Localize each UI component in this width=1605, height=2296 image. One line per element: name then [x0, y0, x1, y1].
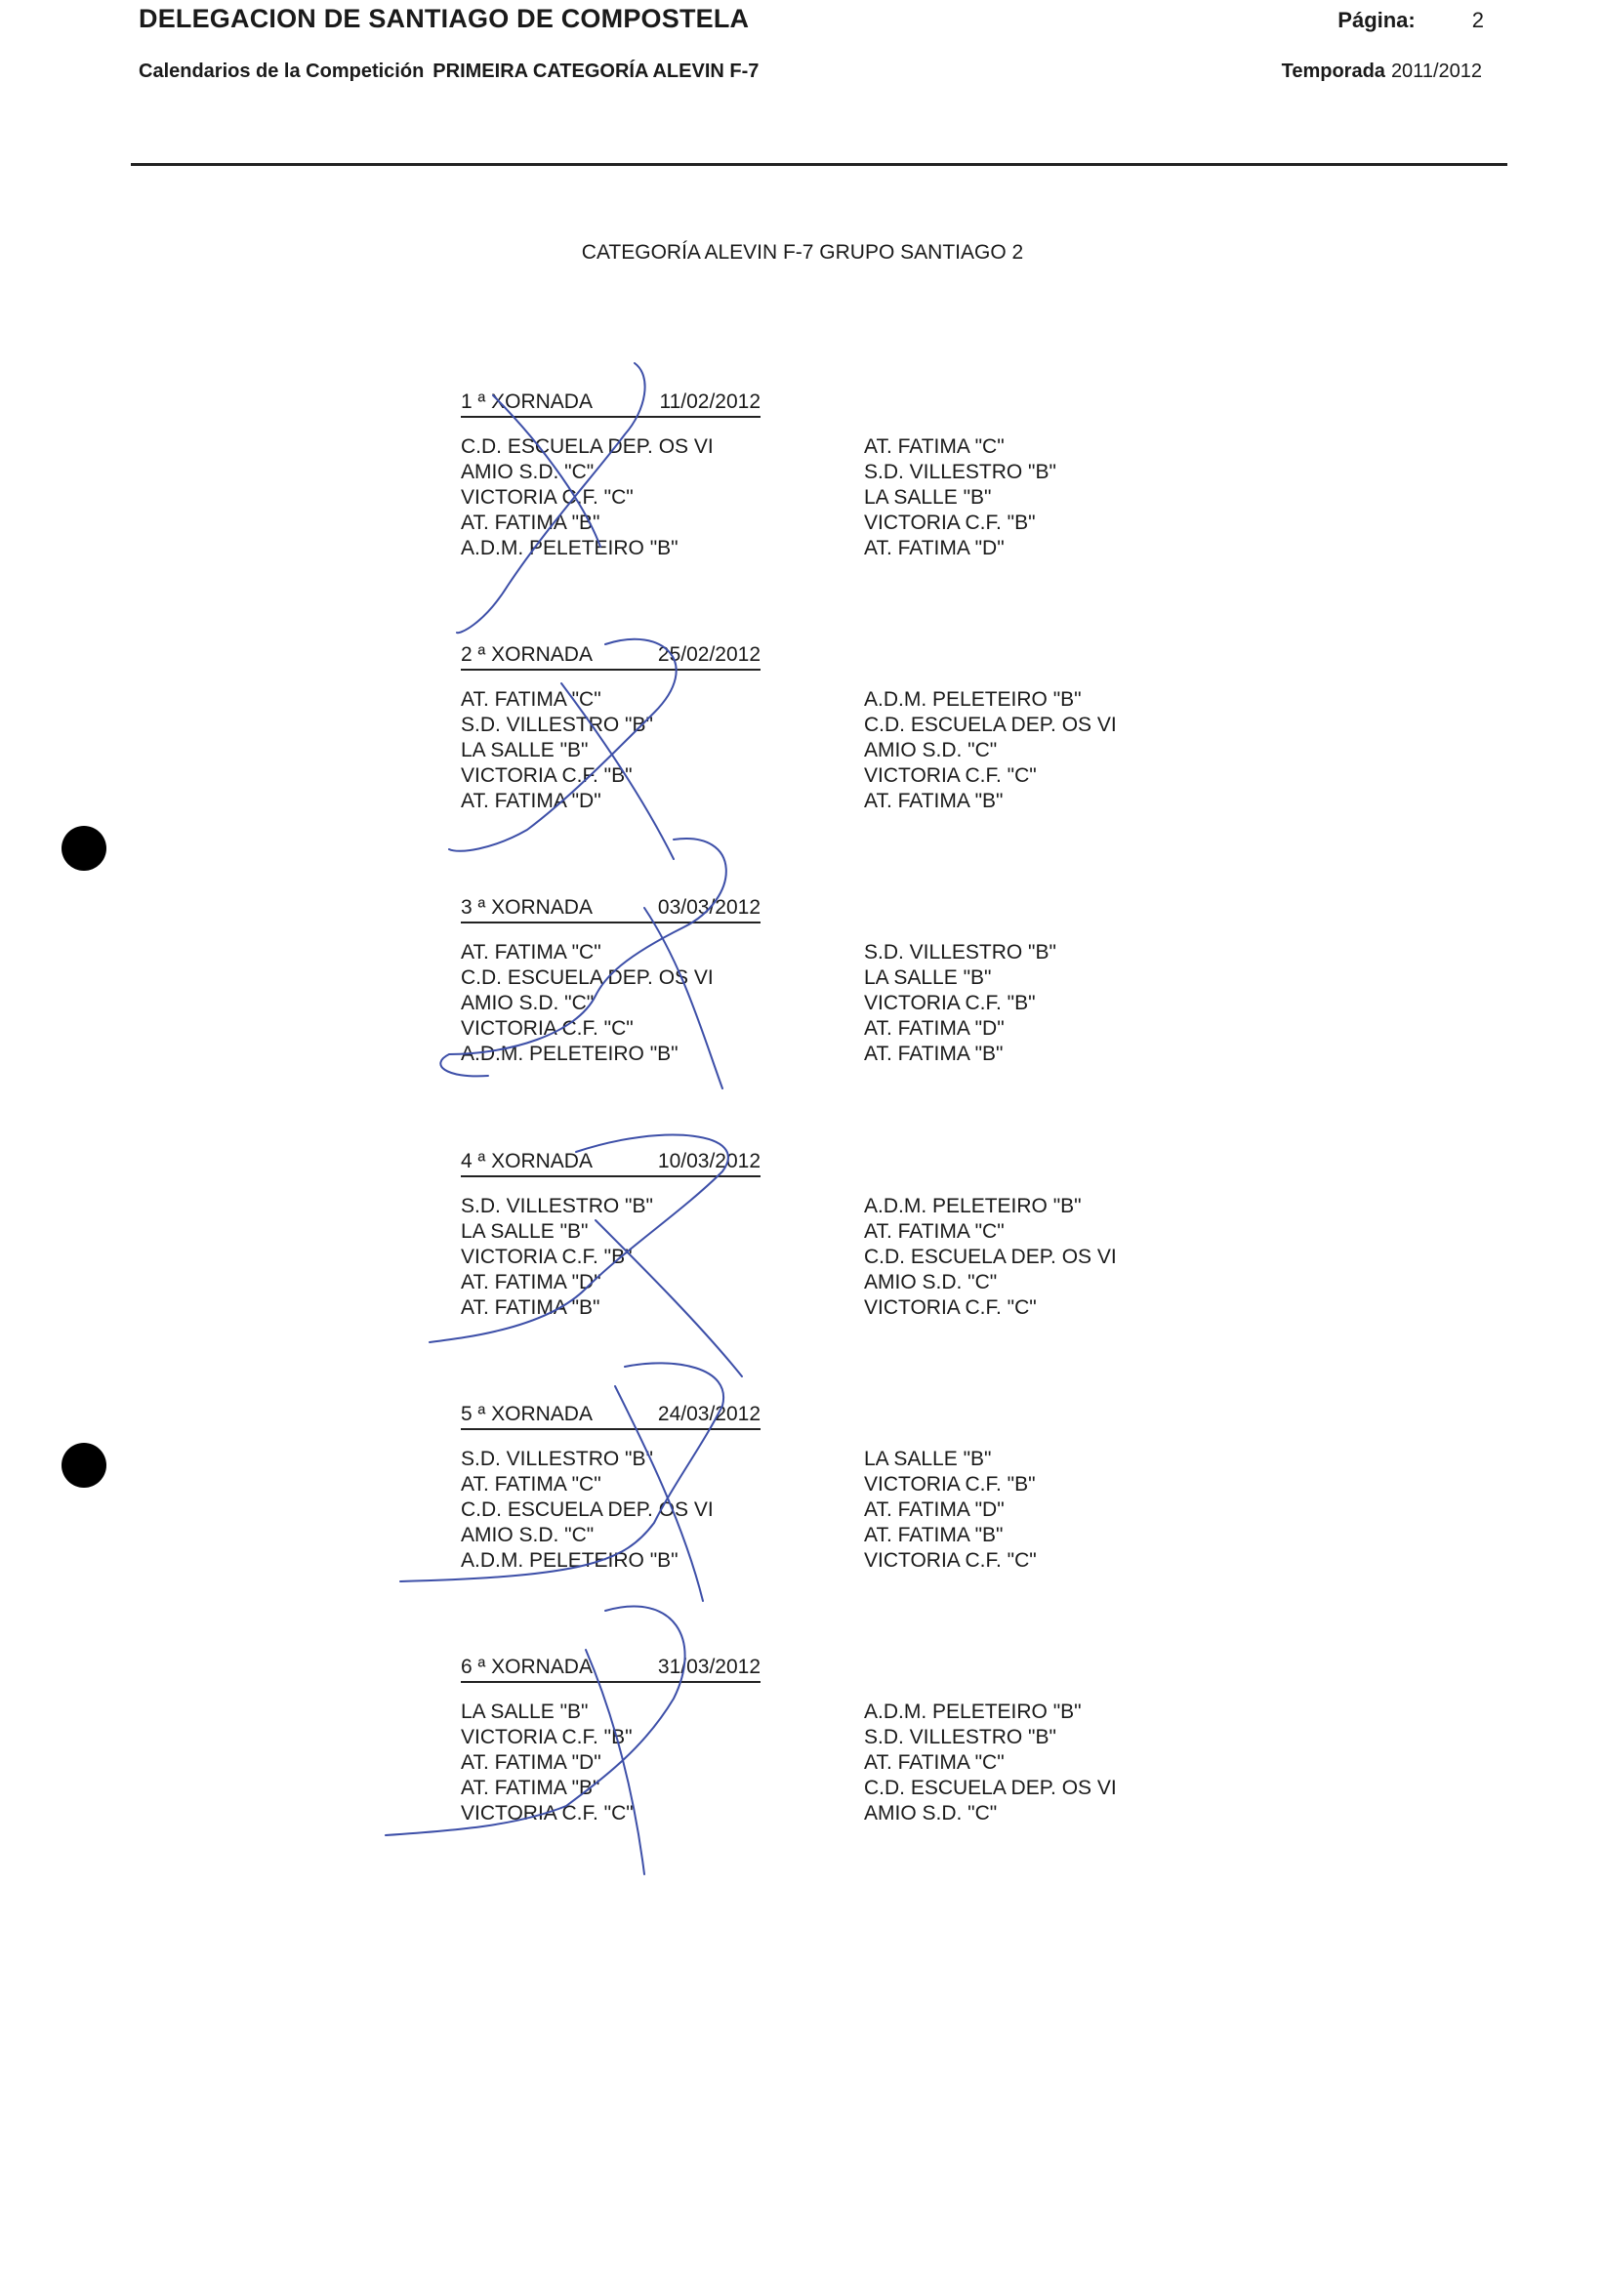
home-team: VICTORIA C.F. "C" — [461, 486, 634, 509]
away-team: C.D. ESCUELA DEP. OS VI — [864, 1246, 1117, 1268]
away-team: A.D.M. PELETEIRO "B" — [864, 1195, 1082, 1217]
away-team: LA SALLE "B" — [864, 1448, 992, 1470]
match-row — [461, 536, 1203, 561]
away-team: AMIO S.D. "C" — [864, 1802, 998, 1824]
match-row — [461, 511, 1203, 536]
round-header — [461, 643, 761, 671]
match-list — [461, 1447, 1203, 1574]
competition-subtitle — [139, 61, 759, 83]
home-team: A.D.M. PELETEIRO "B" — [461, 1043, 679, 1065]
away-team: VICTORIA C.F. "C" — [864, 764, 1037, 787]
match-row — [461, 1016, 1203, 1042]
match-row — [461, 1219, 1203, 1245]
match-row — [461, 1700, 1203, 1725]
home-team: AT. FATIMA "B" — [461, 512, 600, 534]
match-row — [461, 1750, 1203, 1776]
home-team: VICTORIA C.F. "B" — [461, 764, 633, 787]
match-row — [461, 1042, 1203, 1067]
match-row — [461, 1548, 1203, 1574]
away-team: VICTORIA C.F. "B" — [864, 1473, 1036, 1496]
match-row — [461, 1447, 1203, 1472]
away-team: S.D. VILLESTRO "B" — [864, 1726, 1056, 1748]
match-row — [461, 485, 1203, 511]
round-header — [461, 390, 761, 418]
page-number: 2 — [1471, 8, 1484, 32]
home-team: AMIO S.D. "C" — [461, 1524, 595, 1546]
home-team: AT. FATIMA "B" — [461, 1296, 600, 1319]
round-date: 03/03/2012 — [657, 896, 761, 919]
match-row — [461, 1194, 1203, 1219]
away-team: S.D. VILLESTRO "B" — [864, 941, 1056, 964]
away-team: AT. FATIMA "C" — [864, 1751, 1005, 1774]
round-block — [461, 643, 1203, 814]
away-team: AT. FATIMA "C" — [864, 435, 1005, 458]
away-team: VICTORIA C.F. "B" — [864, 512, 1036, 534]
home-team: AMIO S.D. "C" — [461, 992, 595, 1014]
away-team: AT. FATIMA "B" — [864, 1524, 1004, 1546]
away-team: AT. FATIMA "C" — [864, 1220, 1005, 1243]
match-row — [461, 763, 1203, 789]
match-list — [461, 1700, 1203, 1826]
away-team: AT. FATIMA "D" — [864, 1498, 1005, 1521]
round-label: 2 ª XORNADA — [461, 643, 593, 666]
away-team: LA SALLE "B" — [864, 966, 992, 989]
season-indicator — [1282, 61, 1482, 83]
round-date: 25/02/2012 — [657, 643, 761, 666]
match-row — [461, 1245, 1203, 1270]
home-team: A.D.M. PELETEIRO "B" — [461, 1549, 679, 1572]
match-row — [461, 687, 1203, 713]
away-team: VICTORIA C.F. "B" — [864, 992, 1036, 1014]
away-team: AT. FATIMA "B" — [864, 1043, 1004, 1065]
home-team: VICTORIA C.F. "B" — [461, 1726, 633, 1748]
match-row — [461, 1776, 1203, 1801]
page-indicator — [1338, 8, 1484, 33]
round-block — [461, 1150, 1203, 1321]
match-row — [461, 434, 1203, 460]
home-team: A.D.M. PELETEIRO "B" — [461, 537, 679, 559]
away-team: AT. FATIMA "D" — [864, 1017, 1005, 1040]
home-team: AMIO S.D. "C" — [461, 461, 595, 483]
subtitle-text: Calendarios de la Competición — [139, 61, 425, 82]
round-date: 31/03/2012 — [657, 1656, 761, 1678]
category-text: PRIMEIRA CATEGORÍA ALEVIN F-7 — [432, 61, 760, 82]
home-team: C.D. ESCUELA DEP. OS VI — [461, 1498, 714, 1521]
round-block — [461, 896, 1203, 1067]
punch-hole — [62, 826, 106, 871]
home-team: AT. FATIMA "C" — [461, 1473, 601, 1496]
match-list — [461, 434, 1203, 561]
home-team: C.D. ESCUELA DEP. OS VI — [461, 966, 714, 989]
away-team: AT. FATIMA "D" — [864, 537, 1005, 559]
match-row — [461, 1497, 1203, 1523]
match-row — [461, 1725, 1203, 1750]
match-row — [461, 460, 1203, 485]
round-label: 5 ª XORNADA — [461, 1403, 593, 1425]
away-team: AT. FATIMA "B" — [864, 790, 1004, 812]
match-row — [461, 1270, 1203, 1295]
round-date: 10/03/2012 — [657, 1150, 761, 1172]
round-date: 11/02/2012 — [659, 390, 761, 413]
home-team: S.D. VILLESTRO "B" — [461, 714, 653, 736]
match-row — [461, 713, 1203, 738]
delegation-title: DELEGACION DE SANTIAGO DE COMPOSTELA — [139, 4, 750, 33]
home-team: AT. FATIMA "C" — [461, 941, 601, 964]
match-row — [461, 1801, 1203, 1826]
round-header — [461, 1656, 761, 1683]
match-list — [461, 940, 1203, 1067]
home-team: VICTORIA C.F. "C" — [461, 1802, 634, 1824]
home-team: VICTORIA C.F. "C" — [461, 1017, 634, 1040]
home-team: AT. FATIMA "C" — [461, 688, 601, 711]
away-team: A.D.M. PELETEIRO "B" — [864, 1701, 1082, 1723]
match-list — [461, 1194, 1203, 1321]
season-value: 2011/2012 — [1390, 61, 1482, 82]
away-team: A.D.M. PELETEIRO "B" — [864, 688, 1082, 711]
round-label: 1 ª XORNADA — [461, 390, 593, 413]
header-divider — [131, 163, 1507, 166]
home-team: S.D. VILLESTRO "B" — [461, 1195, 653, 1217]
home-team: AT. FATIMA "D" — [461, 1751, 601, 1774]
home-team: LA SALLE "B" — [461, 1701, 589, 1723]
home-team: AT. FATIMA "B" — [461, 1777, 600, 1799]
round-block — [461, 390, 1203, 561]
match-row — [461, 991, 1203, 1016]
round-block — [461, 1403, 1203, 1574]
match-row — [461, 965, 1203, 991]
season-label: Temporada — [1281, 61, 1385, 82]
round-header — [461, 896, 761, 923]
away-team: VICTORIA C.F. "C" — [864, 1549, 1037, 1572]
away-team: C.D. ESCUELA DEP. OS VI — [864, 714, 1117, 736]
round-block — [461, 1656, 1203, 1826]
home-team: VICTORIA C.F. "B" — [461, 1246, 633, 1268]
round-label: 6 ª XORNADA — [461, 1656, 593, 1678]
round-header — [461, 1403, 761, 1430]
home-team: LA SALLE "B" — [461, 739, 589, 761]
page-label: Página: — [1338, 8, 1416, 32]
away-team: AMIO S.D. "C" — [864, 1271, 998, 1293]
round-date: 24/03/2012 — [657, 1403, 761, 1425]
round-label: 4 ª XORNADA — [461, 1150, 593, 1172]
match-row — [461, 789, 1203, 814]
match-row — [461, 1523, 1203, 1548]
punch-hole — [62, 1443, 106, 1488]
home-team: AT. FATIMA "D" — [461, 790, 601, 812]
match-row — [461, 1295, 1203, 1321]
away-team: S.D. VILLESTRO "B" — [864, 461, 1056, 483]
home-team: S.D. VILLESTRO "B" — [461, 1448, 653, 1470]
match-list — [461, 687, 1203, 814]
group-title: CATEGORÍA ALEVIN F-7 GRUPO SANTIAGO 2 — [581, 241, 1024, 264]
round-label: 3 ª XORNADA — [461, 896, 593, 919]
away-team: AMIO S.D. "C" — [864, 739, 998, 761]
round-header — [461, 1150, 761, 1177]
away-team: VICTORIA C.F. "C" — [864, 1296, 1037, 1319]
match-row — [461, 738, 1203, 763]
match-row — [461, 940, 1203, 965]
match-row — [461, 1472, 1203, 1497]
home-team: LA SALLE "B" — [461, 1220, 589, 1243]
away-team: C.D. ESCUELA DEP. OS VI — [864, 1777, 1117, 1799]
away-team: LA SALLE "B" — [864, 486, 992, 509]
home-team: C.D. ESCUELA DEP. OS VI — [461, 435, 714, 458]
home-team: AT. FATIMA "D" — [461, 1271, 601, 1293]
